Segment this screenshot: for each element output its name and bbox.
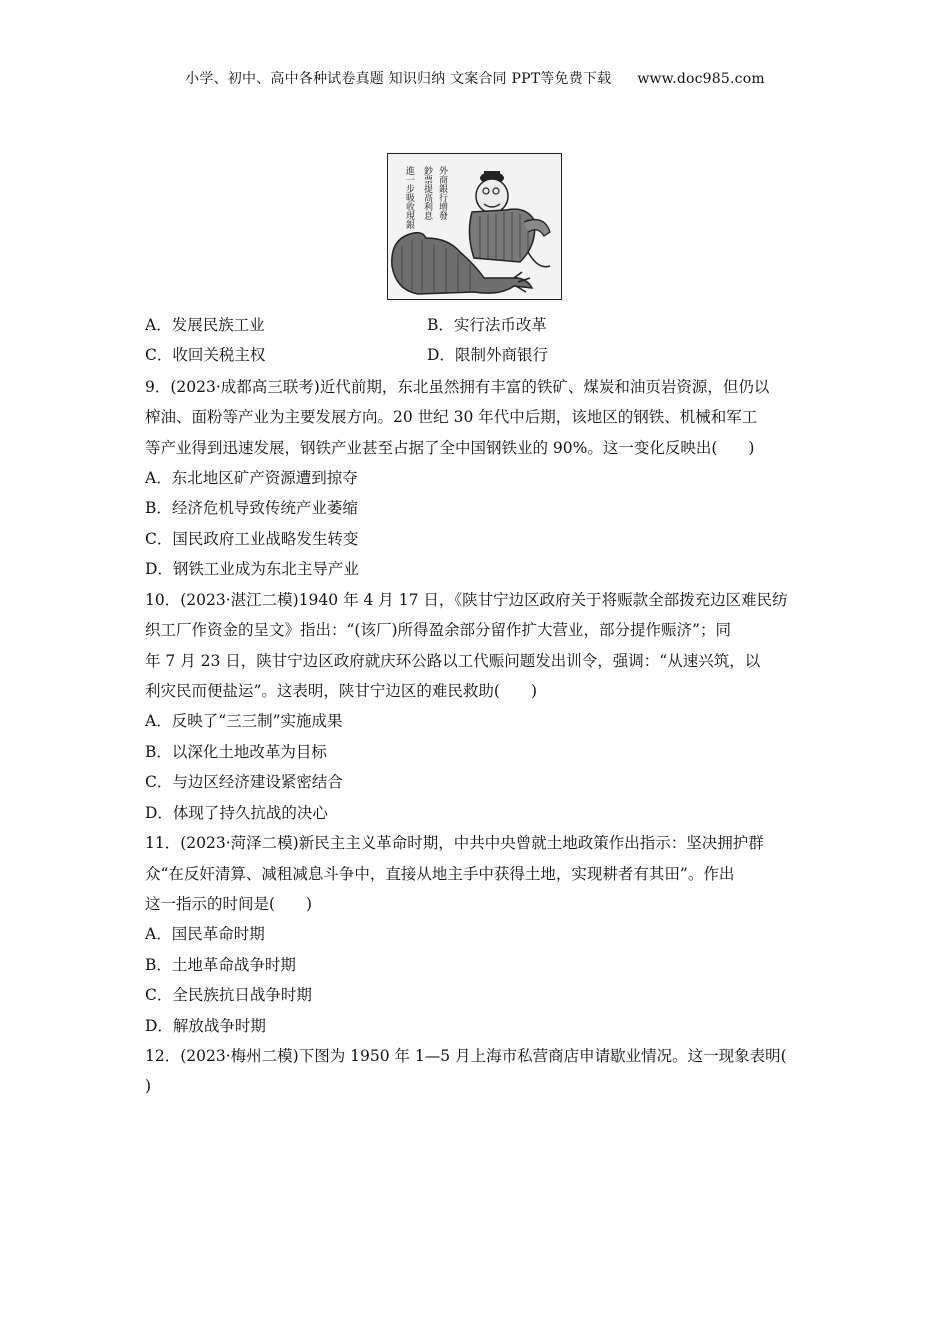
q8-option-c[interactable]	[145, 346, 265, 364]
q9-option-a[interactable]: A．东北地区矿产资源遭到掠夺	[145, 469, 358, 487]
q9-option-d[interactable]: D．钢铁工业成为东北主导产业	[145, 560, 359, 578]
option-text: 收回关税主权	[172, 346, 266, 364]
q11-stem-line-3: 这一指示的时间是( )	[145, 895, 313, 913]
caption-col-2: 鈔票提高利息	[422, 166, 432, 220]
q11-option-b[interactable]: B．土地革命战争时期	[145, 956, 296, 974]
q11-stem-line-2: 众“在反奸清算、减租减息斗争中，直接从地主手中获得土地，实现耕者有其田”。作出	[145, 865, 735, 883]
q10-option-a[interactable]: A．反映了“三三制”实施成果	[145, 712, 343, 730]
caption-col-3: 進一步吸收現銀	[404, 166, 414, 229]
cartoon-figure	[387, 153, 562, 300]
q10-stem-line-3: 年 7 月 23 日，陕甘宁边区政府就庆环公路以工代赈问题发出训令，强调：“从速兴筑，以	[145, 652, 761, 670]
q10-stem-line-1: 10．(2023·湛江二模)1940 年 4 月 17 日，《陕甘宁边区政府关于将赈款全部拨充边区难民纺	[145, 591, 788, 609]
q10-stem-line-2: 织工厂作资金的呈文》指出：“(该厂)所得盈余部分留作扩大营业，部分提作赈济”；同	[145, 621, 731, 639]
q11-option-a[interactable]: A．国民革命时期	[145, 925, 265, 943]
page-header	[0, 68, 950, 88]
header-text: 小学、初中、高中各种试卷真题 知识归纳 文案合同 PPT等免费下载	[185, 71, 612, 87]
q10-option-b[interactable]: B．以深化土地改革为目标	[145, 743, 327, 761]
q10-stem-line-4: 利灾民而便盐运”。这表明，陕甘宁边区的难民救助( )	[145, 682, 538, 700]
q12-stem-line-2: )	[145, 1077, 152, 1095]
q8-option-row-1	[145, 315, 547, 335]
q10-option-d[interactable]: D．体现了持久抗战的决心	[145, 804, 328, 822]
q8-option-d[interactable]	[427, 345, 548, 365]
cartoon-illustration	[388, 154, 560, 298]
option-label: D．	[427, 346, 455, 364]
q12-stem-line-1: 12．(2023·梅州二模)下图为 1950 年 1—5 月上海市私营商店申请歇业情况。这一现象表明(	[145, 1047, 787, 1065]
option-label: A．	[145, 316, 172, 334]
q11-stem-line-1: 11．(2023·菏泽二模)新民主主义革命时期，中共中央曾就土地政策作出指示：坚决拥护群	[145, 834, 764, 852]
q11-option-c[interactable]: C．全民族抗日战争时期	[145, 986, 312, 1004]
option-label: C．	[145, 346, 173, 364]
option-text: 实行法币改革	[453, 316, 547, 334]
q9-stem-line-2: 榨油、面粉等产业为主要发展方向。20 世纪 30 年代中后期，该地区的钢铁、机械和军工	[145, 408, 758, 426]
caption-col-1: 外商銀行增發	[437, 166, 447, 220]
option-label: B．	[427, 316, 454, 334]
q8-option-a[interactable]	[145, 316, 265, 334]
q9-stem-line-1: 9．(2023·成都高三联考)近代前期，东北虽然拥有丰富的铁矿、煤炭和油页岩资源，但仍以	[145, 378, 770, 396]
q8-option-b[interactable]	[427, 315, 547, 335]
q10-option-c[interactable]: C．与边区经济建设紧密结合	[145, 773, 343, 791]
q9-option-b[interactable]: B．经济危机导致传统产业萎缩	[145, 499, 358, 517]
q8-option-row-2	[145, 345, 548, 365]
option-text: 限制外商银行	[454, 346, 548, 364]
q9-option-c[interactable]: C．国民政府工业战略发生转变	[145, 530, 359, 548]
header-site-link[interactable]: www.doc985.com	[637, 71, 765, 87]
option-text: 发展民族工业	[171, 316, 265, 334]
q9-stem-line-3: 等产业得到迅速发展，钢铁产业甚至占据了全中国钢铁业的 90%。这一变化反映出( )	[145, 439, 755, 457]
q11-option-d[interactable]: D．解放战争时期	[145, 1017, 266, 1035]
